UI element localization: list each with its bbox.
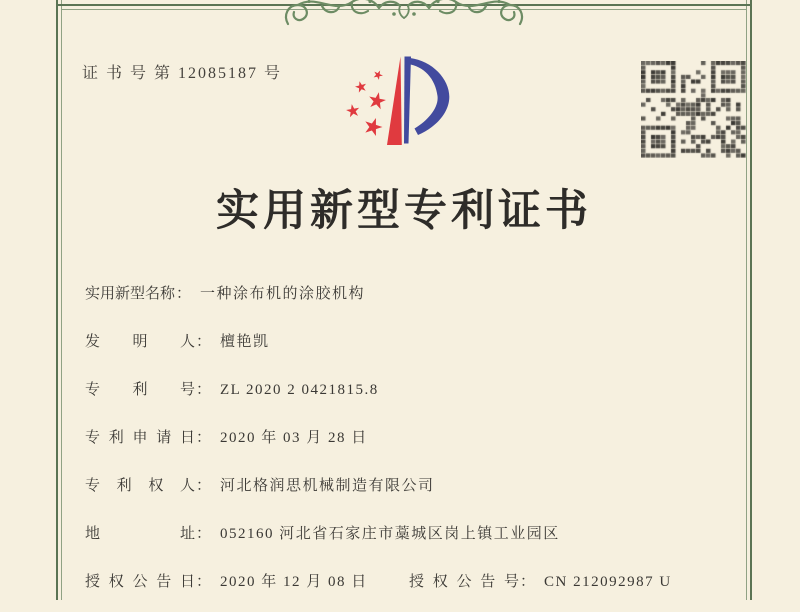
- field-row-filing-date: [85, 420, 745, 468]
- field-row-inventor: [85, 324, 745, 372]
- field-label: 实用新型名称: [85, 286, 176, 302]
- certificate-title: 实用新型专利证书: [216, 188, 592, 235]
- field-value: 052160 河北省石家庄市藁城区岗上镇工业园区: [220, 526, 560, 542]
- field-value: 2020 年 03 月 28 日: [220, 430, 368, 446]
- frame-right-outer-line: [750, 0, 752, 600]
- frame-left-outer-line: [56, 0, 58, 600]
- field-row-patent-number: [85, 372, 745, 420]
- field-label: 专利申请日: [85, 430, 195, 446]
- red-stars-icon: [345, 68, 387, 137]
- field-colon: ：: [196, 430, 212, 446]
- field-value: 檀艳凯: [220, 334, 270, 350]
- field-label: 专利权人: [85, 478, 195, 494]
- certificate-number: 证 书 号 第 12085187 号: [82, 65, 283, 82]
- filigree-scroll-ornament-icon: [282, 0, 526, 30]
- patent-p-monogram-icon: [387, 57, 449, 146]
- field-colon: ：: [196, 382, 212, 398]
- field-colon: ：: [196, 478, 212, 494]
- field-value: 一种涂布机的涂胶机构: [200, 286, 366, 302]
- field-row-patentee: [85, 468, 745, 516]
- field-label: 地址: [85, 526, 195, 542]
- grant-number-value: CN 212092987 U: [544, 574, 672, 590]
- field-colon: ：: [176, 286, 192, 302]
- field-value: 河北格润思机械制造有限公司: [220, 478, 435, 494]
- field-label: 专利号: [85, 382, 195, 398]
- field-colon: ：: [520, 574, 536, 590]
- field-row-address: [85, 516, 745, 564]
- field-row-grant: [85, 564, 745, 612]
- frame-left-inner-line: [61, 0, 62, 600]
- field-colon: ：: [196, 526, 212, 542]
- grant-number-group: [409, 570, 672, 591]
- frame-right-inner-line: [746, 0, 747, 600]
- field-value: ZL 2020 2 0421815.8: [220, 382, 379, 398]
- field-label: 发明人: [85, 334, 195, 350]
- grant-date-value: 2020 年 12 月 08 日: [220, 574, 368, 590]
- field-colon: ：: [196, 574, 212, 590]
- field-colon: ：: [196, 334, 212, 350]
- cnipa-patent-logo-icon: [338, 54, 466, 166]
- grant-number-label: 授权公告号: [409, 574, 519, 590]
- field-row-utility-model-name: [85, 276, 745, 324]
- grant-date-label: 授权公告日: [85, 574, 195, 590]
- certificate-qr-code: [641, 61, 746, 158]
- certificate-fields: [85, 276, 745, 612]
